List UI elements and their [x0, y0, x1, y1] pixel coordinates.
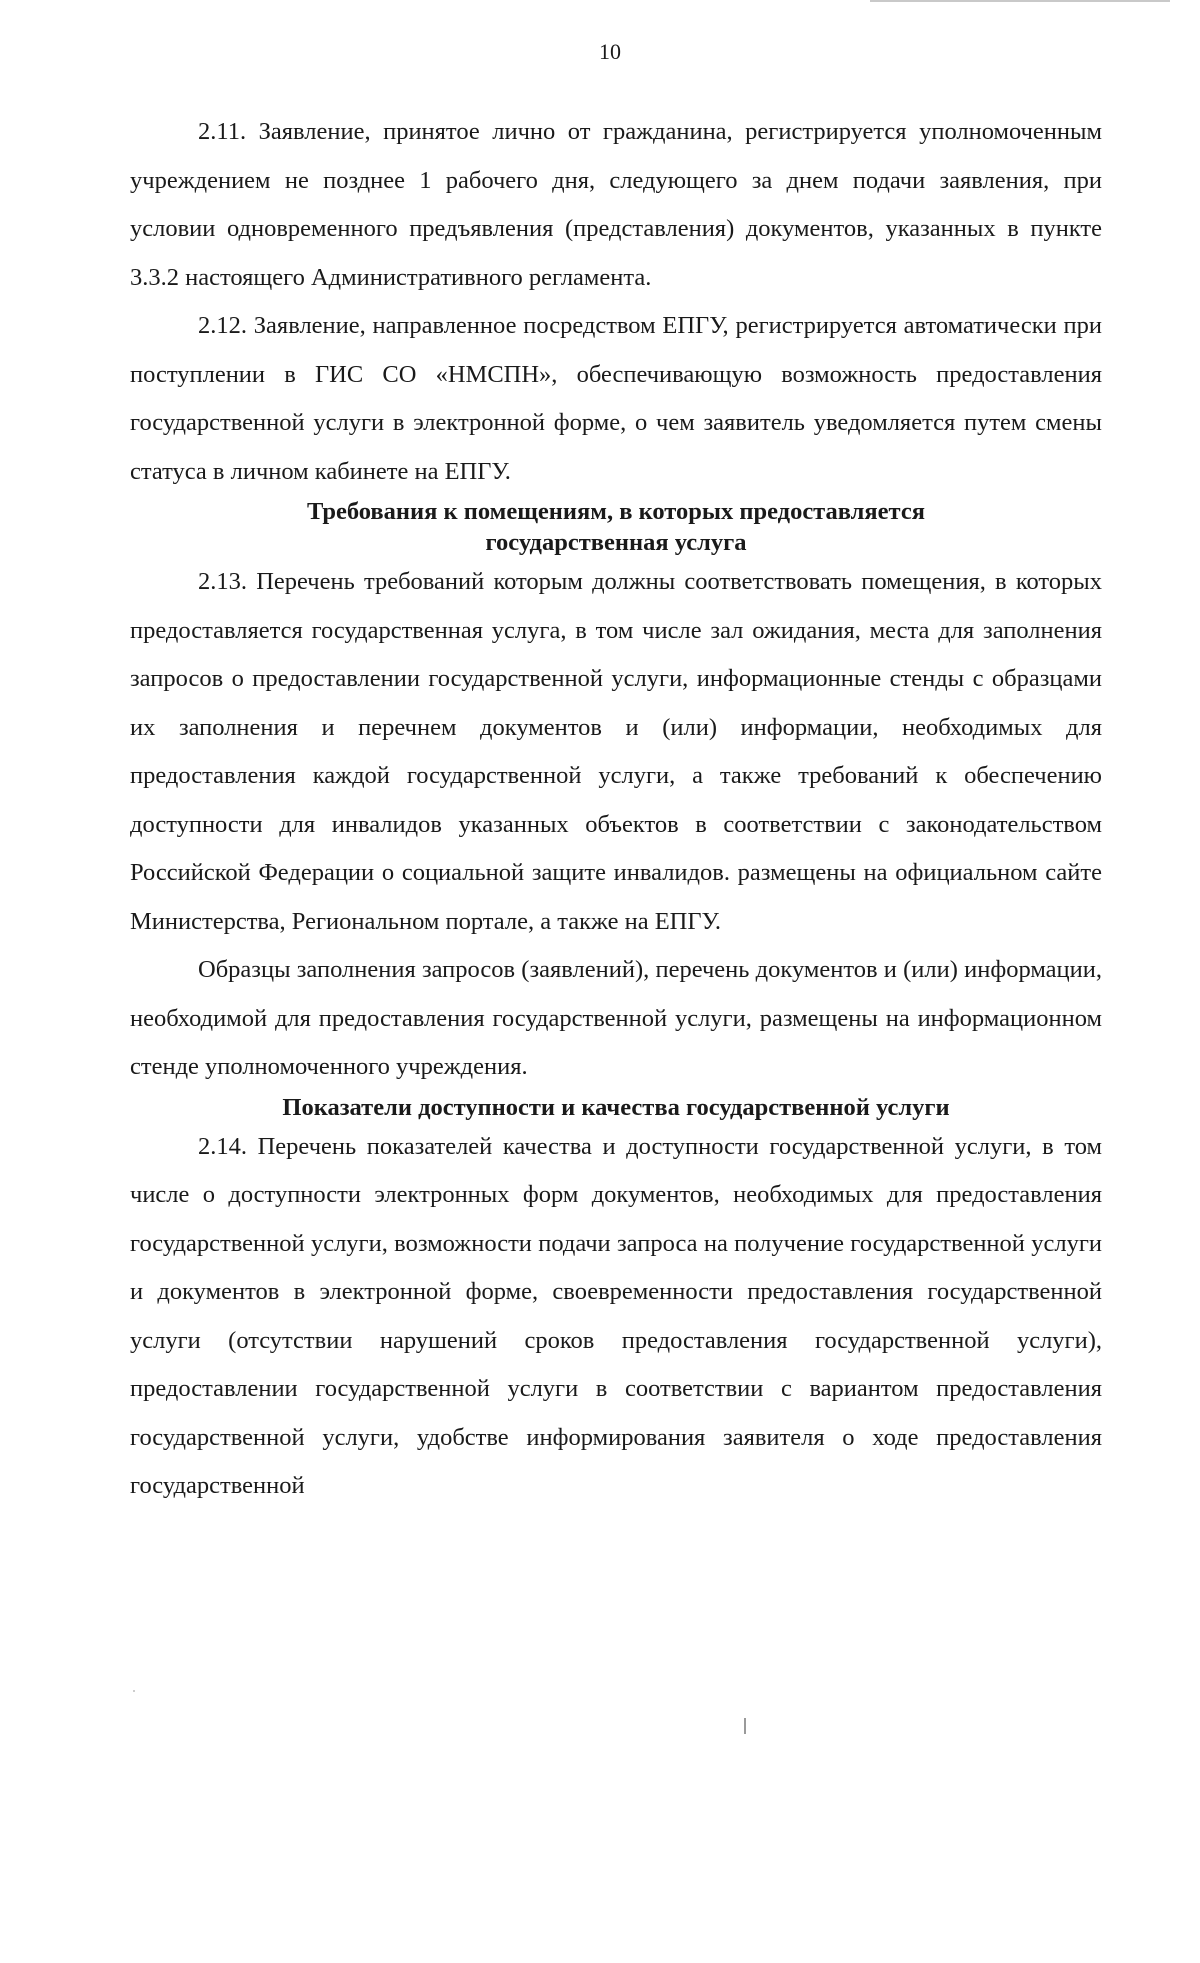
paragraph-2-13: 2.13. Перечень требований которым должны соответствовать помещения, в которых предоставляется государственная услуга, в том числе зал ожидания, места для заполнения запросов о предоставлении государственной услуги, информационные стенды с образцами их заполнения и перечнем документов и (или) информации, необходимых для предоставления каждой государственной услуги, а также требований к обеспечению доступности для инвалидов указанных объектов в соответствии с законодательством Российской Федерации о социальной защите инвалидов. размещены на официальном сайте Министерства, Региональном портале, а также на ЕПГУ. [130, 568, 1102, 935]
paragraph-samples: Образцы заполнения запросов (заявлений), перечень документов и (или) информации, необходимой для предоставления государственной услуги, размещены на информационном стенде уполномоченного учреждения. [130, 956, 1102, 1080]
scan-artifact-mark [744, 1718, 746, 1734]
paragraph-2-14: 2.14. Перечень показателей качества и доступности государственной услуги, в том числе о доступности электронных форм документов, необходимых для предоставления государственной услуги, возможности подачи запроса на получение государственной услуги и документов в электронной форме, своевременности предоставления государственной услуги (отсутствии нарушений сроков предоставления государственной услуги), предоставлении государственной услуги в соответствии с вариантом предоставления государственной услуги, удобстве информирования заявителя о ходе предоставления государственной [130, 1132, 1102, 1499]
scan-edge-line [870, 0, 1170, 2]
document-body [130, 108, 1102, 1511]
scan-artifact-dot [133, 1690, 135, 1692]
paragraph-2-11: 2.11. Заявление, принятое лично от гражданина, регистрируется уполномоченным учреждением не позднее 1 рабочего дня, следующего за днем подачи заявления, при условии одновременного предъявления (представления) документов, указанных в пункте 3.3.2 настоящего Административного регламента. [130, 118, 1102, 291]
section-heading-premises: Требования к помещениям, в которых предоставляется государственная услуга [306, 498, 926, 556]
section-heading-indicators: Показатели доступности и качества государственной услуги [282, 1093, 950, 1121]
page-number: 10 [599, 39, 621, 64]
paragraph-2-12: 2.12. Заявление, направленное посредством ЕПГУ, регистрируется автоматически при поступлении в ГИС СО «НМСПН», обеспечивающую возможность предоставления государственной услуги в электронной форме, о чем заявитель уведомляется путем смены статуса в личном кабинете на ЕПГУ. [130, 312, 1102, 485]
